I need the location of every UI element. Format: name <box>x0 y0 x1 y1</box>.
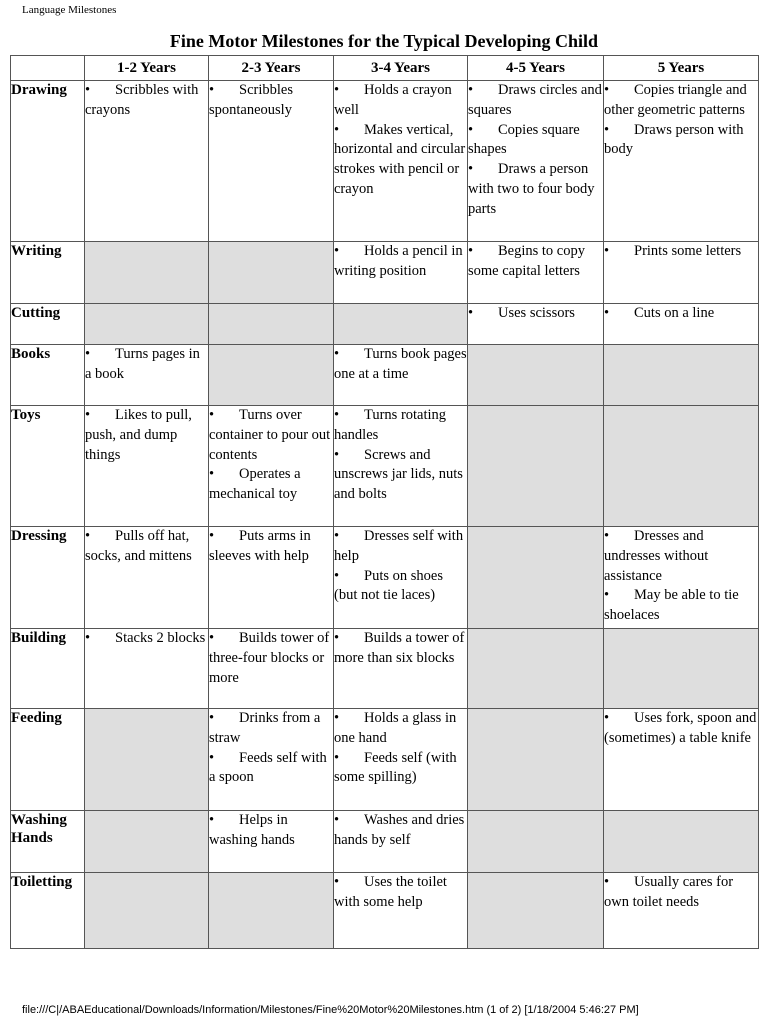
bullet-icon: • <box>209 528 215 544</box>
milestone-text: Feeds self (with some spilling) <box>334 749 457 786</box>
bullet-icon: • <box>334 710 340 726</box>
column-header: 5 Years <box>604 56 759 81</box>
milestone-item <box>604 586 758 626</box>
running-header: Language Milestones <box>22 4 117 16</box>
milestone-item <box>604 242 758 262</box>
milestone-text: Pulls off hat, socks, and mittens <box>85 528 192 564</box>
milestone-cell <box>209 811 334 873</box>
table-row <box>11 304 759 345</box>
milestone-item <box>468 81 603 121</box>
column-header: 1-2 Years <box>85 56 209 81</box>
bullet-icon: • <box>604 82 610 98</box>
milestone-text: Drinks from a straw <box>209 710 321 746</box>
milestone-item <box>334 709 467 749</box>
empty-cell <box>85 242 209 304</box>
milestone-text: Operates a mechanical toy <box>209 466 301 503</box>
milestone-cell <box>334 345 468 406</box>
milestone-item <box>468 242 603 282</box>
milestone-text: Draws a person with two to four body parts <box>468 161 595 217</box>
milestone-text: Washes and dries hands by self <box>334 812 465 848</box>
bullet-icon: • <box>604 305 610 321</box>
milestone-item <box>334 527 467 567</box>
milestone-cell <box>604 709 759 811</box>
table-row <box>11 811 759 873</box>
empty-cell <box>85 811 209 873</box>
bullet-icon: • <box>85 407 91 423</box>
milestone-cell <box>604 304 759 345</box>
milestone-text: Holds a pencil in writing position <box>334 243 463 279</box>
table-row <box>11 406 759 527</box>
milestone-item <box>334 81 467 121</box>
milestone-cell <box>334 811 468 873</box>
empty-cell <box>604 629 759 709</box>
bullet-icon: • <box>334 630 340 646</box>
empty-cell <box>209 873 334 949</box>
milestone-item <box>334 345 467 385</box>
row-header: Building <box>11 629 85 709</box>
bullet-icon: • <box>334 446 340 463</box>
milestone-cell <box>209 81 334 242</box>
milestone-cell <box>209 709 334 811</box>
empty-cell <box>468 873 604 949</box>
row-header: Books <box>11 345 85 406</box>
bullet-icon: • <box>334 82 340 98</box>
bullet-icon: • <box>334 243 340 259</box>
bullet-icon: • <box>334 407 340 423</box>
table-row <box>11 873 759 949</box>
milestone-cell <box>209 406 334 527</box>
empty-cell <box>85 304 209 345</box>
milestone-cell <box>334 873 468 949</box>
milestone-cell <box>334 527 468 629</box>
bullet-icon: • <box>604 587 610 604</box>
milestone-item <box>604 709 758 749</box>
milestone-text: Likes to pull, push, and dump things <box>85 407 192 463</box>
milestone-text: Holds a crayon well <box>334 82 452 118</box>
milestone-item <box>209 406 333 465</box>
bullet-icon: • <box>209 466 215 483</box>
bullet-icon: • <box>334 749 340 766</box>
milestone-text: Draws circles and squares <box>468 82 602 118</box>
milestone-item <box>604 304 758 324</box>
bullet-icon: • <box>334 121 340 138</box>
milestone-item <box>604 121 758 161</box>
bullet-icon: • <box>209 82 215 98</box>
column-header: 3-4 Years <box>334 56 468 81</box>
milestone-item <box>85 629 208 649</box>
bullet-icon: • <box>468 82 474 98</box>
bullet-icon: • <box>85 528 91 544</box>
milestone-text: Turns pages in a book <box>85 346 200 382</box>
corner-header-cell <box>11 56 85 81</box>
milestone-cell <box>604 242 759 304</box>
row-header: Toiletting <box>11 873 85 949</box>
milestone-text: Copies square shapes <box>468 121 580 158</box>
row-header: Writing <box>11 242 85 304</box>
empty-cell <box>468 345 604 406</box>
milestone-item <box>209 811 333 851</box>
milestone-cell <box>334 406 468 527</box>
empty-cell <box>468 406 604 527</box>
milestone-item <box>85 345 208 385</box>
bullet-icon: • <box>468 243 474 259</box>
milestone-cell <box>209 527 334 629</box>
empty-cell <box>468 629 604 709</box>
empty-cell <box>209 345 334 406</box>
milestone-text: Turns rotating handles <box>334 407 447 443</box>
milestone-cell <box>85 345 209 406</box>
bullet-icon: • <box>468 305 474 321</box>
bullet-icon: • <box>209 407 215 423</box>
milestones-table <box>10 55 759 949</box>
milestone-item <box>209 629 333 688</box>
empty-cell <box>604 811 759 873</box>
milestone-cell <box>209 629 334 709</box>
milestone-item <box>334 567 467 607</box>
empty-cell <box>209 242 334 304</box>
table-row <box>11 527 759 629</box>
empty-cell <box>334 304 468 345</box>
milestone-text: Builds tower of three-four blocks or more <box>209 630 330 686</box>
milestone-item <box>334 811 467 851</box>
bullet-icon: • <box>85 82 91 98</box>
bullet-icon: • <box>209 630 215 646</box>
milestone-item <box>209 709 333 749</box>
row-header: Drawing <box>11 81 85 242</box>
milestone-cell <box>85 406 209 527</box>
milestone-cell <box>334 629 468 709</box>
milestone-cell <box>334 709 468 811</box>
milestone-cell <box>468 242 604 304</box>
milestone-text: Screws and unscrews jar lids, nuts and bolts <box>334 446 463 503</box>
page-footer: file:///C|/ABAEducational/Downloads/Information/Milestones/Fine%20Motor%20Milestones.htm (1 of 2) [1/18/2004 5:46:27 PM] <box>22 1004 639 1016</box>
milestone-text: May be able to tie shoelaces <box>604 587 739 624</box>
bullet-icon: • <box>334 812 340 828</box>
milestone-text: Draws person with body <box>604 121 744 158</box>
milestone-text: Helps in washing hands <box>209 812 295 848</box>
table-row <box>11 709 759 811</box>
milestone-item <box>468 160 603 219</box>
milestone-item <box>334 446 467 505</box>
bullet-icon: • <box>334 346 340 362</box>
bullet-icon: • <box>468 121 474 138</box>
milestone-text: Dresses and undresses without assistance <box>604 528 709 584</box>
milestone-cell <box>604 527 759 629</box>
row-header: Cutting <box>11 304 85 345</box>
bullet-icon: • <box>604 874 610 890</box>
milestone-text: Makes vertical, horizontal and circular strokes with pencil or crayon <box>334 121 466 197</box>
bullet-icon: • <box>85 630 91 646</box>
milestone-text: Puts on shoes (but not tie laces) <box>334 567 443 604</box>
bullet-icon: • <box>209 812 215 828</box>
milestone-text: Turns book pages one at a time <box>334 346 467 382</box>
milestone-text: Begins to copy some capital letters <box>468 243 585 279</box>
table-row <box>11 629 759 709</box>
milestone-item <box>209 465 333 505</box>
empty-cell <box>85 873 209 949</box>
table-body <box>11 81 759 949</box>
milestone-text: Copies triangle and other geometric patterns <box>604 82 747 118</box>
milestone-item <box>334 242 467 282</box>
milestone-cell <box>334 81 468 242</box>
bullet-icon: • <box>604 121 610 138</box>
empty-cell <box>85 709 209 811</box>
milestone-item <box>334 406 467 446</box>
column-header: 2-3 Years <box>209 56 334 81</box>
milestone-cell <box>604 81 759 242</box>
empty-cell <box>604 345 759 406</box>
empty-cell <box>468 527 604 629</box>
empty-cell <box>604 406 759 527</box>
milestone-text: Uses scissors <box>498 305 575 321</box>
milestone-text: Usually cares for own toilet needs <box>604 874 734 910</box>
bullet-icon: • <box>334 528 340 544</box>
milestone-item <box>334 629 467 669</box>
row-header: Feeding <box>11 709 85 811</box>
milestone-item <box>334 873 467 913</box>
milestone-cell <box>604 873 759 949</box>
milestone-cell <box>334 242 468 304</box>
milestone-text: Cuts on a line <box>634 305 715 321</box>
milestone-text: Stacks 2 blocks <box>115 630 206 646</box>
milestone-item <box>85 406 208 465</box>
milestone-text: Feeds self with a spoon <box>209 749 327 786</box>
bullet-icon: • <box>468 161 474 178</box>
milestone-text: Uses the toilet with some help <box>334 874 447 910</box>
bullet-icon: • <box>334 874 340 890</box>
milestone-cell <box>85 629 209 709</box>
bullet-icon: • <box>604 243 610 259</box>
milestone-text: Scribbles with crayons <box>85 82 199 118</box>
milestone-cell <box>468 304 604 345</box>
bullet-icon: • <box>604 528 610 544</box>
column-header: 4-5 Years <box>468 56 604 81</box>
header-row <box>11 56 759 81</box>
milestone-item <box>85 81 208 121</box>
milestone-cell <box>468 81 604 242</box>
milestone-text: Dresses self with help <box>334 528 464 564</box>
row-header: Washing Hands <box>11 811 85 873</box>
bullet-icon: • <box>85 346 91 362</box>
milestone-item <box>85 527 208 567</box>
milestone-text: Scribbles spontaneously <box>209 82 293 118</box>
table-row <box>11 81 759 242</box>
milestone-item <box>334 121 467 200</box>
milestone-item <box>604 81 758 121</box>
milestone-item <box>468 121 603 161</box>
milestone-item <box>468 304 603 324</box>
milestone-item <box>209 527 333 567</box>
row-header: Dressing <box>11 527 85 629</box>
milestone-cell <box>85 527 209 629</box>
milestone-text: Builds a tower of more than six blocks <box>334 630 465 666</box>
milestone-item <box>604 873 758 913</box>
milestone-text: Prints some letters <box>634 243 742 259</box>
milestone-text: Uses fork, spoon and (sometimes) a table knife <box>604 710 757 746</box>
milestone-text: Puts arms in sleeves with help <box>209 528 311 564</box>
milestone-item <box>334 749 467 789</box>
table-row <box>11 345 759 406</box>
document-title: Fine Motor Milestones for the Typical Developing Child <box>169 31 599 51</box>
bullet-icon: • <box>334 567 340 584</box>
bullet-icon: • <box>604 710 610 726</box>
milestone-cell <box>85 81 209 242</box>
table-row <box>11 242 759 304</box>
empty-cell <box>468 709 604 811</box>
milestone-item <box>209 81 333 121</box>
bullet-icon: • <box>209 749 215 766</box>
milestone-item <box>209 749 333 789</box>
empty-cell <box>209 304 334 345</box>
bullet-icon: • <box>209 710 215 726</box>
milestone-item <box>604 527 758 586</box>
milestone-text: Turns over container to pour out contents <box>209 407 331 463</box>
empty-cell <box>468 811 604 873</box>
milestone-text: Holds a glass in one hand <box>334 710 457 746</box>
row-header: Toys <box>11 406 85 527</box>
